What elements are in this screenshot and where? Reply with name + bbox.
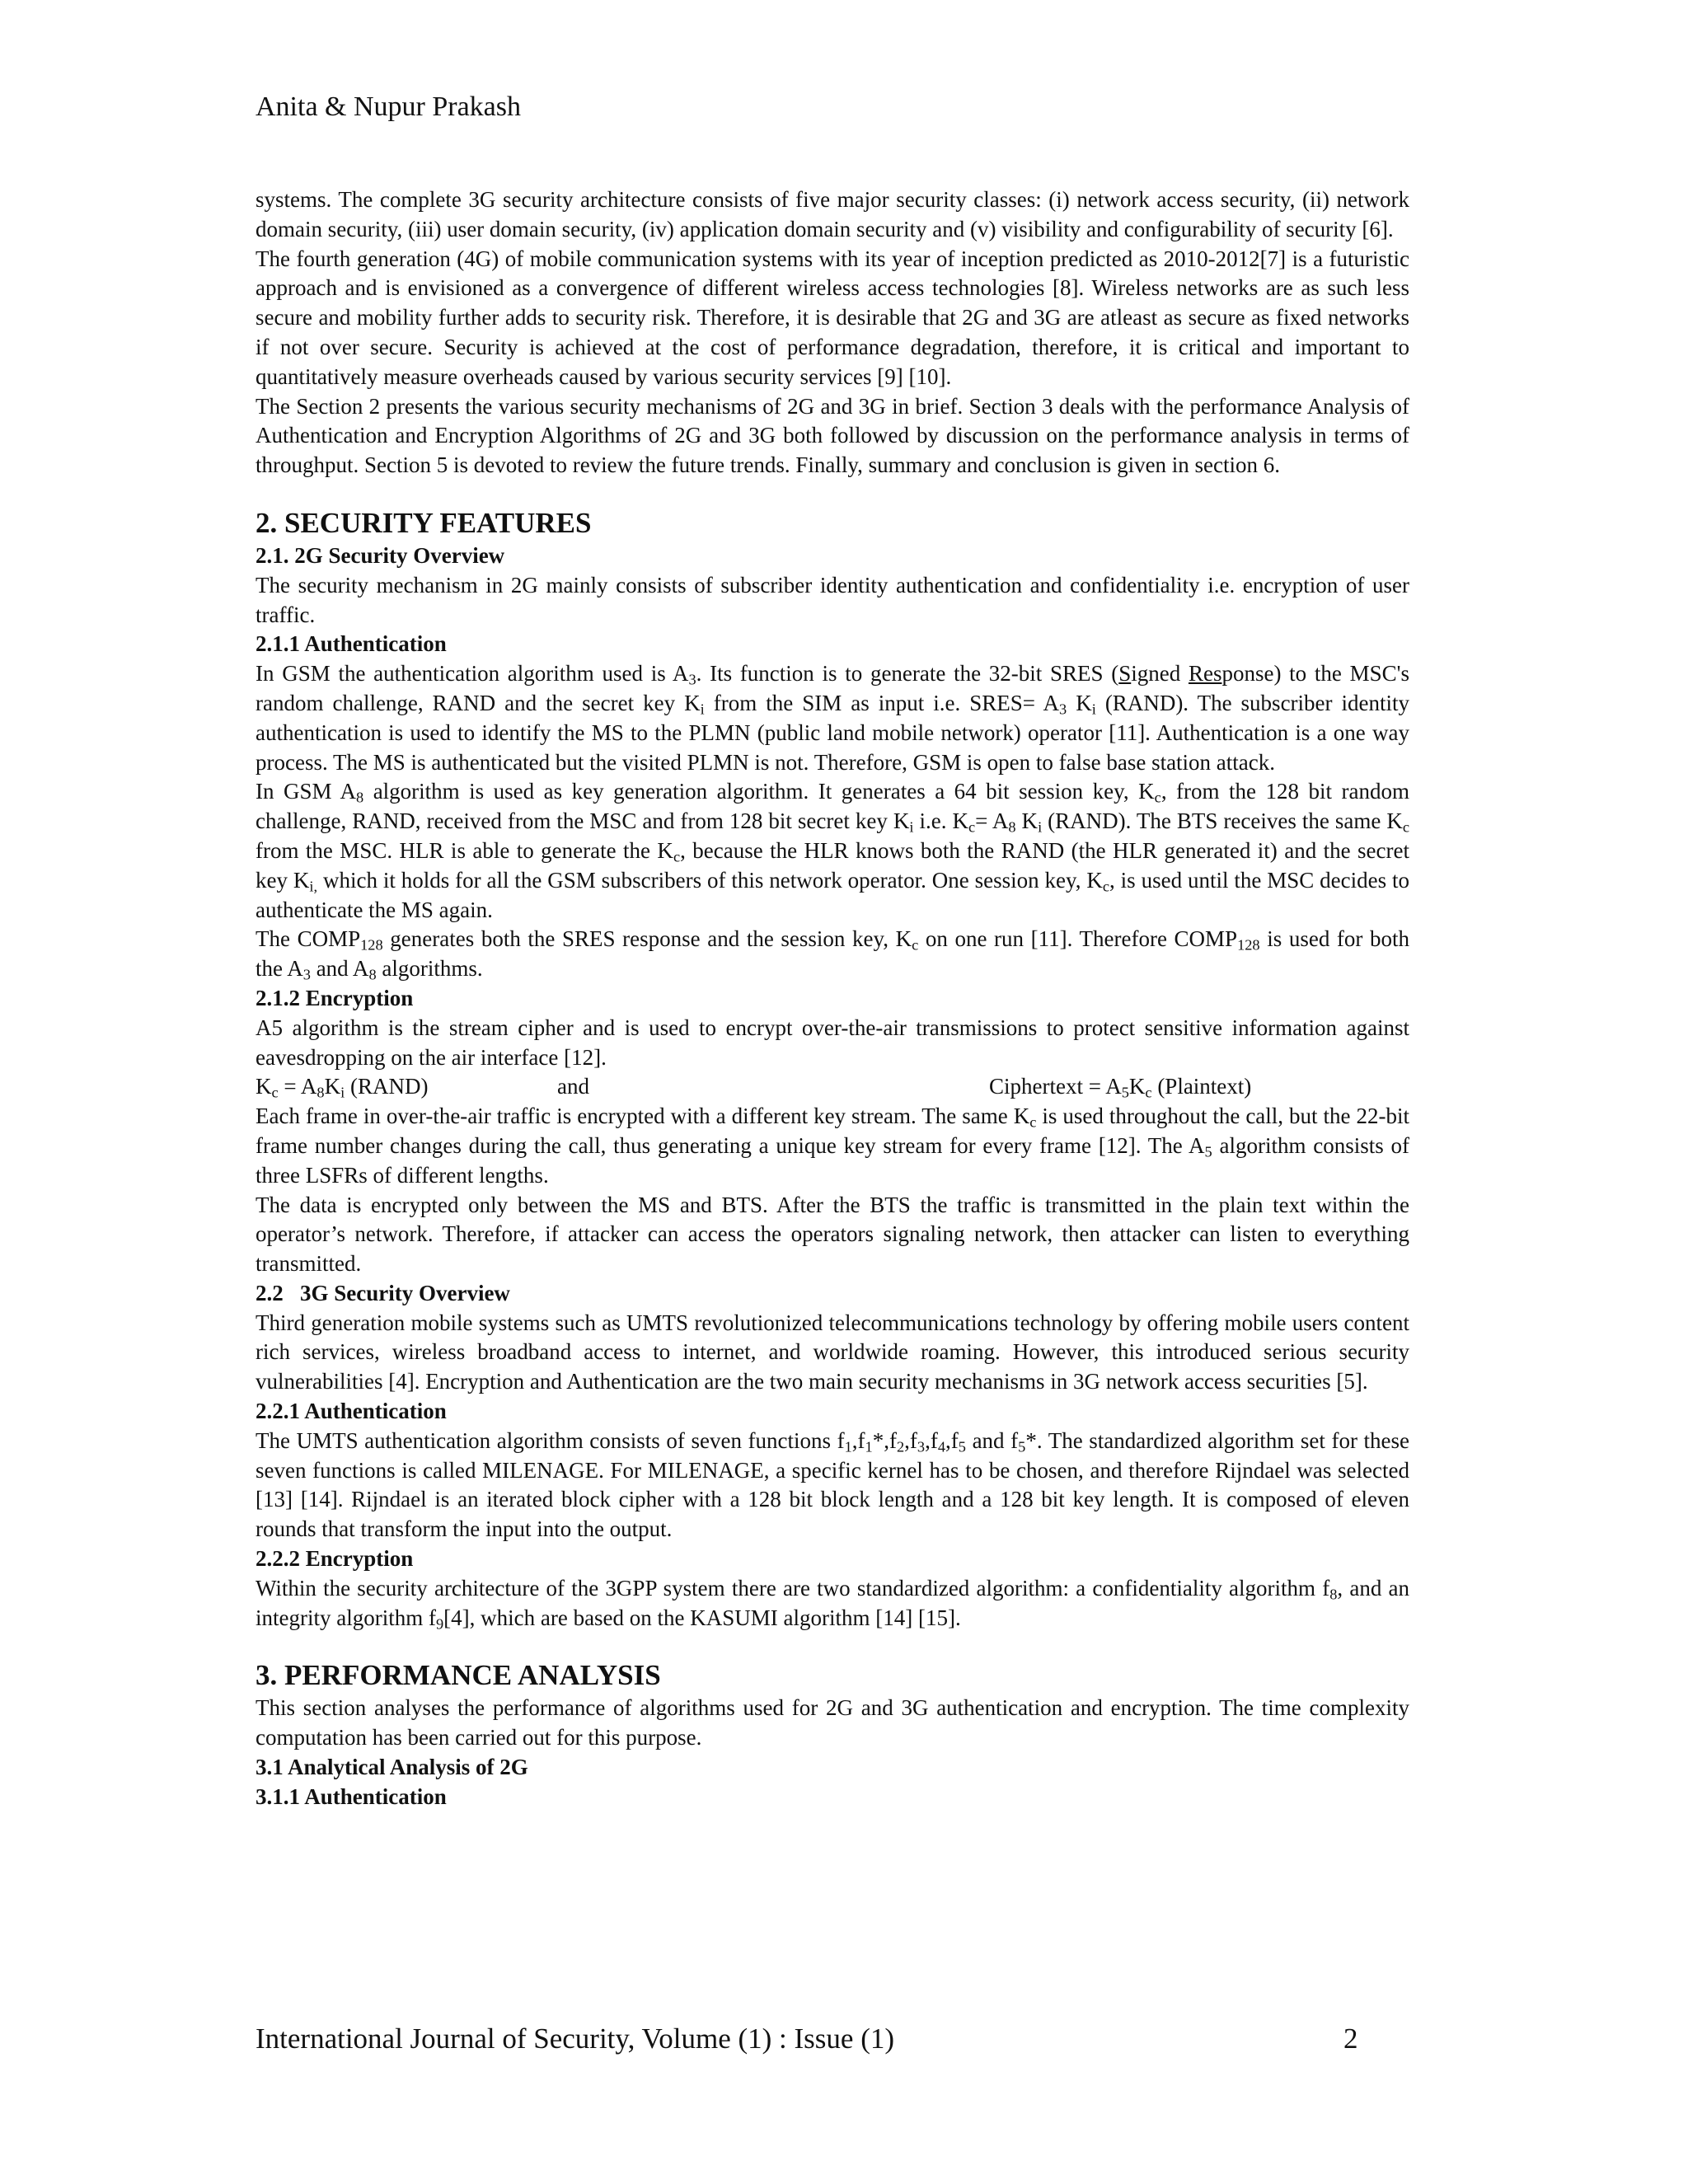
frame-encryption-paragraph: Each frame in over-the-air traffic is encrypted with a different key stream. The same $K_c$ is used throughout the call, but the 22-bit frame number changes during the call, thus generating a unique key stream for every frame [12]. The $A_5$ algorithm consists of three LSFRs of different lengths. — [256, 1104, 1410, 1188]
page-number: 2 — [1343, 2022, 1358, 2055]
equation-and: and — [557, 1074, 589, 1099]
subsection-3-1-1-heading: 3.1.1 Authentication — [256, 1783, 447, 1809]
subsection-2-2-heading: 2.2 3G Security Overview — [256, 1280, 510, 1305]
equation-ciphertext: Ciphertext = $A_5K_c$ (Plaintext) — [989, 1074, 1252, 1101]
subsection-2-2-paragraph: Third generation mobile systems such as UMTS revolutionized telecommunications technology by offering mobile users content rich services, wireless broadband access to internet, and worldwide roaming. However, this introduced serious security vulnerabilities [4]. Encryption and Authentication are the two main security mechanisms in 3G network access securities [5]. — [256, 1310, 1409, 1394]
intro-paragraph-3: The Section 2 presents the various security mechanisms of 2G and 3G in brief. Section 3 deals with the performance Analysis of Authentication and Encryption Algorithms of 2G and 3G both followed by discussion on the performance analysis in terms of throughput. Section 5 is devoted to review the future trends. Finally, summary and conclusion is given in section 6. — [256, 393, 1409, 478]
subsection-2-2-1-heading: 2.2.1 Authentication — [256, 1399, 447, 1424]
bts-encryption-paragraph: The data is encrypted only between the MS and BTS. After the BTS the traffic is transmitted in the plain text within the operator’s network. Therefore, if attacker can access the operators signaling network, then attacker can listen to everything transmitted. — [256, 1192, 1409, 1277]
umts-authentication-paragraph: The UMTS authentication algorithm consists of seven functions $f_1,f_1*,f_2,f_3,f_4,f_5$ and $f_5*$. The standardized algorithm set for these seven functions is called MILENAGE. For MILENAGE, a specific kernel has to be chosen, and therefore Rijndael was selected [13] [14]. Rijndael is an iterated block cipher with a 128 bit block length and a 128 bit key length. It is composed of eleven rounds that transform the input into the output. — [256, 1427, 1410, 1542]
equation-line — [256, 1072, 1409, 1102]
umts-encryption-paragraph: Within the security architecture of the 3GPP system there are two standardized algorithm: a confidentiality algorithm $f_8$, and an integrity algorithm $f_9[4]$, which are based on the KASUMI algorithm [14] [15]. — [256, 1575, 1410, 1633]
section-3-paragraph: This section analyses the performance of algorithms used for 2G and 3G authentication and encryption. The time complexity computation has been carried out for this purpose. — [256, 1695, 1409, 1750]
equation-kc: $K_c = A_8K_i$ (RAND) — [256, 1074, 429, 1101]
a5-paragraph: A5 algorithm is the stream cipher and is used to encrypt over-the-air transmissions to protect sensitive information against eavesdropping on the air interface [12]. — [256, 1015, 1409, 1070]
subsection-3-1-heading: 3.1 Analytical Analysis of 2G — [256, 1755, 528, 1780]
subsection-2-1-heading: 2.1. 2G Security Overview — [256, 542, 505, 568]
intro-paragraph-2: The fourth generation (4G) of mobile communication systems with its year of inception predicted as 2010-2012[7] is a futuristic approach and is envisioned as a convergence of different wireless access technologies [8]. Wireless networks are as such less secure and mobility further adds to security risk. Therefore, it is desirable that 2G and 3G are atleast as secure as fixed networks if not over secure. Security is achieved at the cost of performance degradation, therefore, it is critical and important to quantitatively measure overheads caused by various security services [9] [10]. — [256, 246, 1409, 389]
subsection-2-1-paragraph: The security mechanism in 2G mainly consists of subscriber identity authentication and confidentiality i.e. encryption of user traffic. — [256, 572, 1409, 627]
running-header: Anita & Nupur Prakash — [256, 91, 522, 122]
article-body — [256, 185, 1409, 1812]
section-2-heading: 2. SECURITY FEATURES — [256, 506, 592, 539]
subsection-2-1-2-heading: 2.1.2 Encryption — [256, 985, 414, 1010]
subsection-2-2-2-heading: 2.2.2 Encryption — [256, 1546, 414, 1572]
comp128-paragraph: The $COMP_{128}$ generates both the SRES response and the session key, $K_c$ on one run [11]. Therefore $COMP_{128}$ is used for both the $A_3$ and $A_8$ algorithms. — [256, 926, 1410, 983]
intro-paragraph-1: systems. The complete 3G security architecture consists of five major security classes: (i) network access security, (ii) network domain security, (iii) user domain security, (iv) application domain security and (v) visibility and configurability of security [6]. — [256, 187, 1409, 241]
gsm-key-generation-paragraph: In GSM $A_8$ algorithm is used as key generation algorithm. It generates a 64 bit session key, $K_c$, from the 128 bit random challenge, RAND, received from the MSC and from 128 bit secret key $K_i$ i.e. $K_c= A_8$ $K_i$ (RAND). The BTS receives the same $K_c$ from the MSC. HLR is able to generate the $K_c$, because the HLR knows both the RAND (the HLR generated it) and the secret key $K_{i,}$ which it holds for all the GSM subscribers of this network operator. One session key, $K_c$, is used until the MSC decides to authenticate the MS again. — [256, 779, 1410, 922]
gsm-authentication-paragraph: In GSM the authentication algorithm used is $A_3$. Its function is to generate the 32-bit SRES (Signed Response) to the MSC's random challenge, RAND and the secret key $K_i$ from the SIM as input i.e. SRES= $A_3$ $K_i$ (RAND). The subscriber identity authentication is used to identify the MS to the PLMN (public land mobile network) operator [11]. Authentication is a one way process. The MS is authenticated but the visited PLMN is not. Therefore, GSM is open to false base station attack. — [256, 661, 1410, 775]
subsection-2-1-1-heading: 2.1.1 Authentication — [256, 631, 447, 657]
journal-citation: International Journal of Security, Volume (1) : Issue (1) — [256, 2022, 895, 2055]
section-3-heading: 3. PERFORMANCE ANALYSIS — [256, 1659, 661, 1692]
